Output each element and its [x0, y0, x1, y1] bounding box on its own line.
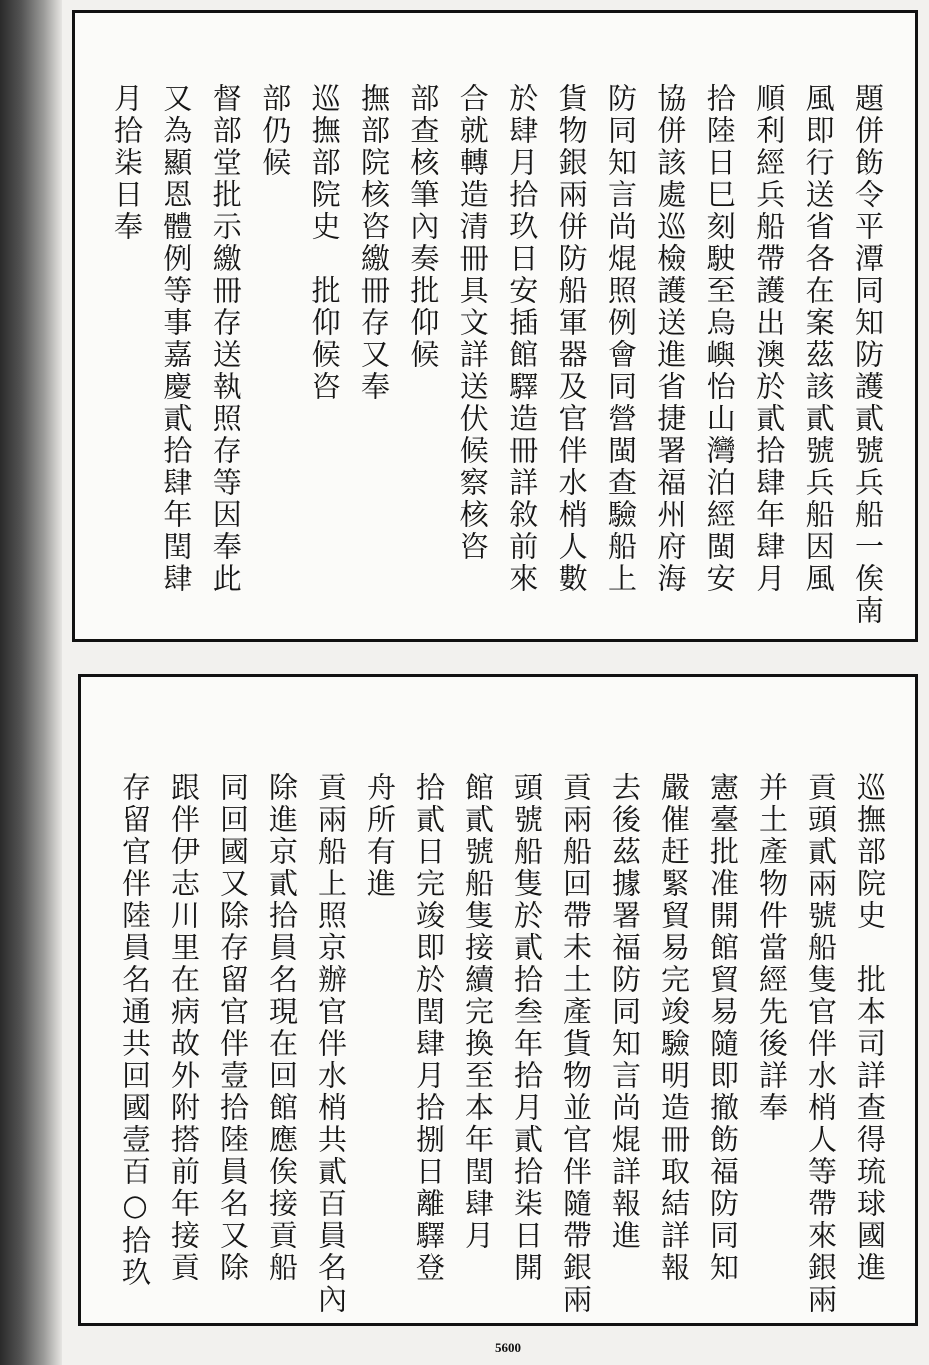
text-column: 嚴催赶緊貿易完竣驗明造冊取結詳報	[657, 772, 691, 1284]
text-column: 月拾柒日奉	[110, 83, 144, 243]
document-panel-top	[72, 10, 918, 642]
text-column: 部仍候	[258, 83, 293, 179]
text-column: 風即行送省各在案茲該貳號兵船因風	[801, 83, 836, 595]
text-column: 貢兩船回帶未土產貨物並官伴隨帶銀兩	[559, 772, 593, 1316]
text-column: 巡撫部院史 批本司詳查得琉球國進	[853, 772, 887, 1284]
text-column: 貢頭貳兩號船隻官伴水梢人等帶來銀兩	[804, 772, 838, 1316]
text-column: 撫部院核咨繳冊存又奉	[357, 83, 391, 403]
text-column: 協併該處巡檢護送進省捷署福州府海	[653, 83, 688, 595]
text-column: 存留官伴陸員名通共回國壹百○拾玖	[118, 772, 152, 1289]
text-column: 憲臺批准開館貿易隨即撤飭福防同知	[706, 772, 740, 1284]
text-column: 於肆月拾玖日安插館驛造冊詳敘前來	[505, 83, 540, 595]
text-column: 貨物銀兩併防船軍器及官伴水梢人數	[554, 83, 589, 595]
text-column: 巡撫部院史 批仰候咨	[307, 83, 342, 403]
text-column: 跟伴伊志川里在病故外附搭前年接貢	[167, 772, 201, 1284]
text-column: 合就轉造清冊具文詳送伏候察核咨	[455, 83, 490, 563]
text-column: 題併飭令平潭同知防護貳號兵船一俟南	[851, 83, 885, 627]
text-column: 部查核筆內奏批仰候	[406, 83, 441, 371]
text-column: 防同知言尚焜照例會同營閩查驗船上	[604, 83, 638, 595]
text-column: 館貳號船隻接續完換至本年閏肆月	[461, 772, 495, 1252]
text-column: 貢兩船上照京辦官伴水梢共貳百員名內	[314, 772, 348, 1316]
text-column: 舟所有進	[363, 772, 397, 900]
text-column: 又為顯恩體例等事嘉慶貳拾肆年閏肆	[159, 83, 194, 595]
text-column: 順利經兵船帶護出澳於貳拾肆年肆月	[752, 83, 787, 595]
text-column: 頭號船隻於貳拾叁年拾月貳拾柒日開	[510, 772, 544, 1284]
text-column: 去後茲據署福防同知言尚焜詳報進	[608, 772, 642, 1252]
text-column: 拾陸日巳刻駛至烏嶼怡山灣泊經閩安	[702, 83, 737, 595]
text-column: 同回國又除存留官伴壹拾陸員名又除	[216, 772, 250, 1284]
text-column: 并土產物件當經先後詳奉	[755, 772, 789, 1124]
document-panel-bottom	[78, 674, 918, 1326]
binding-gutter-shadow	[0, 0, 62, 1365]
text-column: 拾貳日完竣即於閏肆月拾捌日離驛登	[412, 772, 446, 1284]
text-column: 除進京貳拾員名現在回館應俟接貢船	[265, 772, 299, 1284]
text-column: 督部堂批示繳冊存送執照存等因奉此	[208, 83, 243, 595]
page-number: 5600	[495, 1340, 521, 1355]
